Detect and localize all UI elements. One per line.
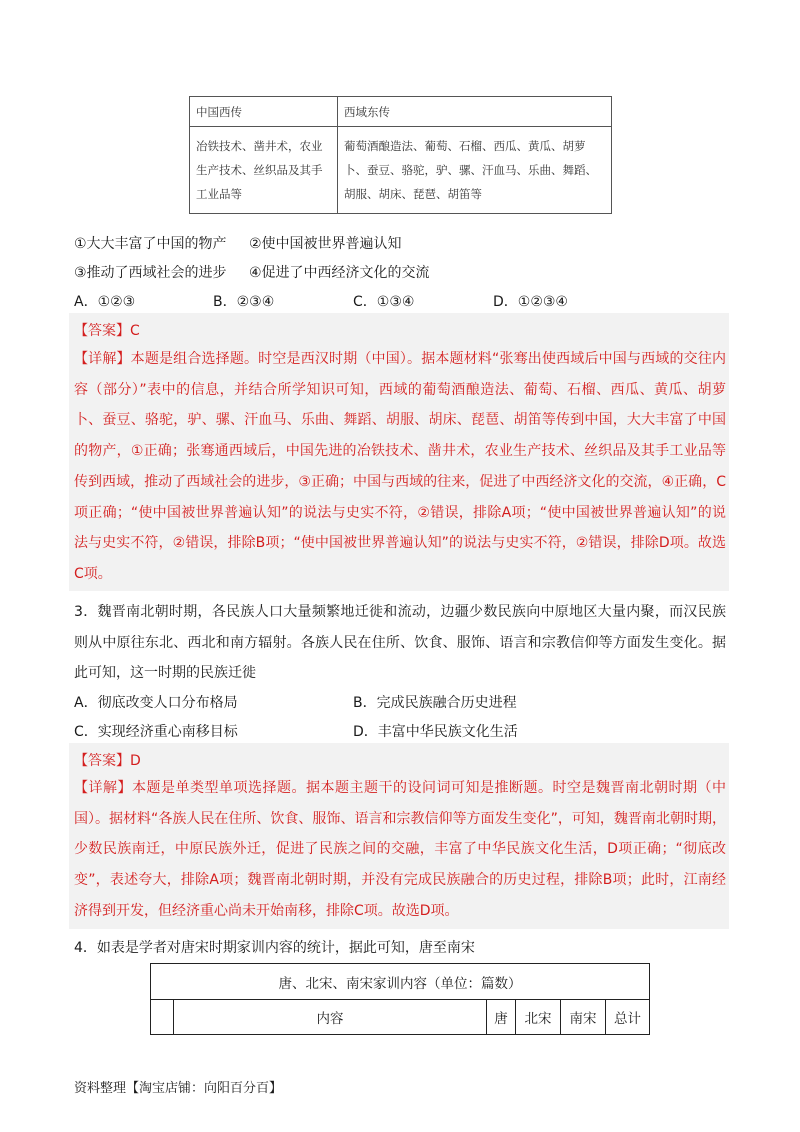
q2-item-3: ③推动了西域社会的进步 [74, 265, 227, 281]
q2-item-1: ①大大丰富了中国的物产 [74, 236, 227, 252]
q2-option-c: C．①③④ [353, 294, 415, 310]
family-instruction-table [150, 963, 650, 1035]
table-cell-east: 葡萄酒酿造法、葡萄、石榴、西瓜、黄瓜、胡萝卜、蚕豆、骆驼，驴、骡、汗血马、乐曲、舞蹈、胡服、胡床、琵琶、胡笛等 [338, 127, 612, 214]
q2-option-b: B．②③④ [213, 294, 275, 310]
table-header-west: 中国西传 [190, 97, 338, 127]
q2-answer: 【答案】C [74, 323, 140, 339]
q3-stem: 3．魏晋南北朝时期，各民族人口大量频繁地迁徙和流动，边疆少数民族向中原地区大量内聚，而汉民族则从中原往东北、西北和南方辐射。各族人民在住所、饮食、服饰、语言和宗教信仰等方面发生变化。据此可知，这一时期的民族迁徙 [74, 604, 726, 682]
col-southern-song: 南宋 [561, 1000, 606, 1035]
table-header-east: 西域东传 [338, 97, 612, 127]
q3-option-c: C．实现经济重心南移目标 [74, 724, 238, 740]
q2-option-d: D．①②③④ [493, 294, 568, 310]
q3-option-b: B．完成民族融合历史进程 [353, 695, 517, 711]
q2-option-a: A．①②③ [74, 294, 136, 310]
table-title: 唐、北宋、南宋家训内容（单位：篇数） [151, 964, 650, 1000]
exchange-table [189, 96, 612, 214]
q2-item-2: ②使中国被世界普遍认知 [249, 236, 402, 252]
table-cell-west: 冶铁技术、凿井术，农业生产技术、丝织品及其手工业品等 [190, 127, 338, 214]
q3-option-d: D．丰富中华民族文化生活 [353, 724, 518, 740]
col-tang: 唐 [487, 1000, 516, 1035]
q4-stem: 4．如表是学者对唐宋时期家训内容的统计，据此可知，唐至南宋 [74, 940, 475, 956]
table-blank-cell [151, 1000, 174, 1035]
q3-answer: 【答案】D [74, 753, 141, 769]
col-content: 内容 [174, 1000, 487, 1035]
q3-explanation: 【详解】本题是单类型单项选择题。据本题主题干的设问词可知是推断题。时空是魏晋南北朝时期（中国）。据材料“各族人民在住所、饮食、服饰、语言和宗教信仰等方面发生变化”，可知，魏晋南北朝时期，少数民族南迁，中原民族外迁，促进了民族之间的交融，丰富了中华民族文化生活，D项正确；“彻底改变”，表述夸大，排除A项；魏晋南北朝时期，并没有完成民族融合的历史过程，排除B项；此时，江南经济得到开发，但经济重心尚未开始南移，排除C项。故选D项。 [74, 780, 726, 919]
col-total: 总计 [606, 1000, 650, 1035]
col-northern-song: 北宋 [516, 1000, 561, 1035]
q2-item-4: ④促进了中西经济文化的交流 [249, 265, 430, 281]
q2-explanation: 【详解】本题是组合选择题。时空是西汉时期（中国）。据本题材料“张骞出使西域后中国与西域的交往内容（部分）”表中的信息，并结合所学知识可知，西域的葡萄酒酿造法、葡萄、石榴、西瓜、黄瓜、胡萝卜、蚕豆、骆驼，驴、骡、汗血马、乐曲、舞蹈、胡服、胡床、琵琶、胡笛等传到中国，大大丰富了中国的物产，①正确；张骞通西域后，中国先进的冶铁技术、凿井术，农业生产技术、丝织品及其手工业品等传到西域，推动了西域社会的进步，③正确；中国与西域的往来，促进了中西经济文化的交流，④正确，C项正确；“使中国被世界普遍认知”的说法与史实不符，②错误，排除A项；“使中国被世界普遍认知”的说法与史实不符，②错误，排除B项；“使中国被世界普遍认知”的说法与史实不符，②错误，排除D项。故选C项。 [74, 351, 726, 582]
q3-option-a: A．彻底改变人口分布格局 [74, 695, 238, 711]
footer-note: 资料整理【淘宝店铺：向阳百分百】 [74, 1081, 283, 1096]
